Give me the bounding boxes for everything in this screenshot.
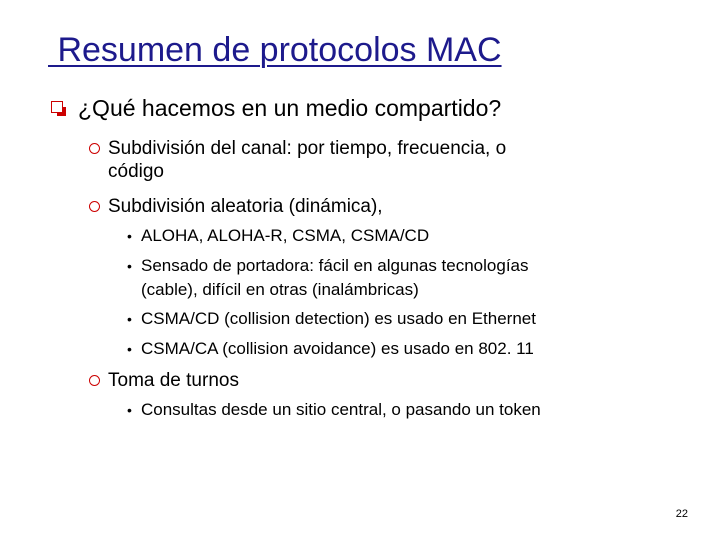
dot-bullet-icon: • xyxy=(127,258,132,274)
circle-bullet-icon xyxy=(89,375,100,386)
sub-bullet-polling xyxy=(127,398,707,422)
sub-bullet-aloha-text: ALOHA, ALOHA-R, CSMA, CSMA/CD xyxy=(141,226,430,245)
sub-bullet-polling-text: Consultas desde un sitio central, o pasando un token xyxy=(141,400,541,419)
square-bullet-icon xyxy=(51,101,63,113)
bullet-random-access-text: Subdivisión aleatoria (dinámica), xyxy=(108,196,383,217)
page-number: 22 xyxy=(675,508,688,520)
bullet-channel-partitioning-line1: Subdivisión del canal: por tiempo, frecuencia, o xyxy=(108,138,507,159)
circle-bullet-icon xyxy=(89,143,100,154)
sub-bullet-csma-cd-text: CSMA/CD (collision detection) es usado en Ethernet xyxy=(141,309,536,328)
slide-title: Resumen de protocolos MAC xyxy=(48,31,502,69)
sub-bullet-carrier-sense-line1: Sensado de portadora: fácil en algunas tecnologías xyxy=(141,256,529,275)
sub-bullet-carrier-sense-line2: (cable), difícil en otras (inalámbricas) xyxy=(141,280,419,299)
sub-bullet-csma-cd xyxy=(127,307,707,331)
sub-bullet-aloha xyxy=(127,224,707,248)
bullet-random-access xyxy=(89,195,699,218)
dot-bullet-icon: • xyxy=(127,402,132,418)
sub-bullet-carrier-sense xyxy=(127,254,707,302)
sub-bullet-csma-ca xyxy=(127,337,707,361)
bullet-main-text: ¿Qué hacemos en un medio compartido? xyxy=(78,95,502,121)
bullet-taking-turns xyxy=(89,369,699,392)
circle-bullet-icon xyxy=(89,201,100,212)
bullet-channel-partitioning-line2: código xyxy=(108,161,164,182)
bullet-main xyxy=(51,95,691,121)
dot-bullet-icon: • xyxy=(127,341,132,357)
sub-bullet-csma-ca-text: CSMA/CA (collision avoidance) es usado en 802. 11 xyxy=(141,339,534,358)
dot-bullet-icon: • xyxy=(127,311,132,327)
dot-bullet-icon: • xyxy=(127,228,132,244)
bullet-taking-turns-text: Toma de turnos xyxy=(108,370,239,391)
bullet-channel-partitioning xyxy=(89,137,699,183)
